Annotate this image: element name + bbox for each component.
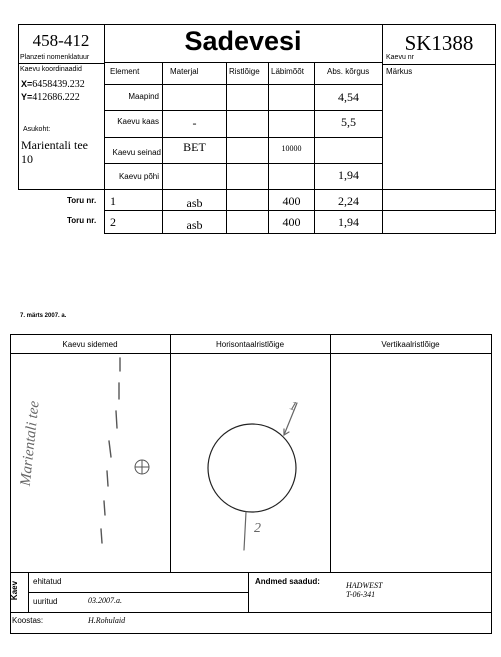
location-line1: Marientali tee xyxy=(21,138,88,152)
pipe-number: 1 xyxy=(110,194,116,208)
col-element: Element xyxy=(110,67,140,76)
row-element: Kaevu põhi xyxy=(118,172,159,181)
col-diameter: Läbimõõt xyxy=(271,67,304,76)
measured-label: uuritud xyxy=(33,597,58,606)
panel-title-connections: Kaevu sidemed xyxy=(62,340,118,349)
pipe-material: asb xyxy=(186,196,203,210)
col-material: Materjal xyxy=(170,67,199,76)
row-material: - xyxy=(192,116,197,130)
coord-x-value: 6458439.232 xyxy=(32,79,85,90)
street-note: Marientali tee xyxy=(17,400,43,487)
pipe-diameter: 400 xyxy=(282,194,301,208)
drawing-sheet xyxy=(0,320,501,657)
location-line2: 10 xyxy=(21,152,33,166)
data-from-line2: T-06-341 xyxy=(346,590,376,599)
pipe-label: Toru nr. xyxy=(67,196,97,205)
well-side-label: Kaev xyxy=(10,580,20,601)
panel-title-horizontal: Horisontaalristlõige xyxy=(215,340,285,349)
row-abs-height: 1,94 xyxy=(338,168,359,182)
col-cross: Ristlõige xyxy=(229,67,260,76)
compiled-label: Koostas: xyxy=(12,616,44,625)
row-element: Kaevu kaas xyxy=(117,117,159,126)
coords-label: Kaevu koordinaadid xyxy=(20,66,82,73)
coord-y xyxy=(21,92,80,103)
coord-x-prefix: X= xyxy=(21,79,33,89)
pipe-material: asb xyxy=(186,218,203,232)
horizontal-sketch xyxy=(170,353,330,572)
data-from-label: Andmed saadud: xyxy=(255,577,320,586)
row-element: Maapind xyxy=(128,92,159,101)
data-from-line1: HADWEST xyxy=(346,581,383,590)
row-element: Kaevu seinad xyxy=(112,148,161,157)
pipe-label: Toru nr. xyxy=(67,216,97,225)
well-circle xyxy=(208,424,296,512)
panel-title-vertical: Vertikaalristlõige xyxy=(381,340,440,349)
coord-x xyxy=(21,79,85,90)
pipe-number: 2 xyxy=(110,215,116,229)
sheet-number: 458-412 xyxy=(32,31,90,50)
well-number-label: Kaevu nr xyxy=(386,54,415,61)
coord-y-value: 412686.222 xyxy=(32,92,80,103)
well-symbol xyxy=(135,460,149,474)
col-note: Märkus xyxy=(386,67,413,76)
pipe-diameter: 400 xyxy=(282,215,301,229)
col-abs-height: Abs. kõrgus xyxy=(327,67,370,76)
pipe-abs-height: 1,94 xyxy=(338,215,359,229)
sheet-label: Planzeti nomenklatuur xyxy=(20,54,90,61)
row-abs-height: 4,54 xyxy=(338,90,359,104)
well-number: SK1388 xyxy=(404,31,474,55)
compiled-value: H.Rohulaid xyxy=(88,616,126,625)
location-label: Asukoht: xyxy=(23,126,51,133)
pipe-2-line xyxy=(244,512,246,550)
date-note: 7. märts 2007. a. xyxy=(20,313,67,319)
well-card-table xyxy=(0,0,501,240)
built-label: ehitatud xyxy=(33,577,62,586)
row-material: BET xyxy=(183,140,206,154)
row-diameter: 10000 xyxy=(281,144,302,153)
coord-y-prefix: Y= xyxy=(21,92,33,102)
pipe-1-mark: 1 xyxy=(287,397,300,414)
row-abs-height: 5,5 xyxy=(341,115,356,129)
page-title: Sadevesi xyxy=(184,26,302,56)
pipe-abs-height: 2,24 xyxy=(338,194,359,208)
measured-value: 03.2007.a. xyxy=(88,596,122,605)
pipe-2-mark: 2 xyxy=(254,521,261,536)
